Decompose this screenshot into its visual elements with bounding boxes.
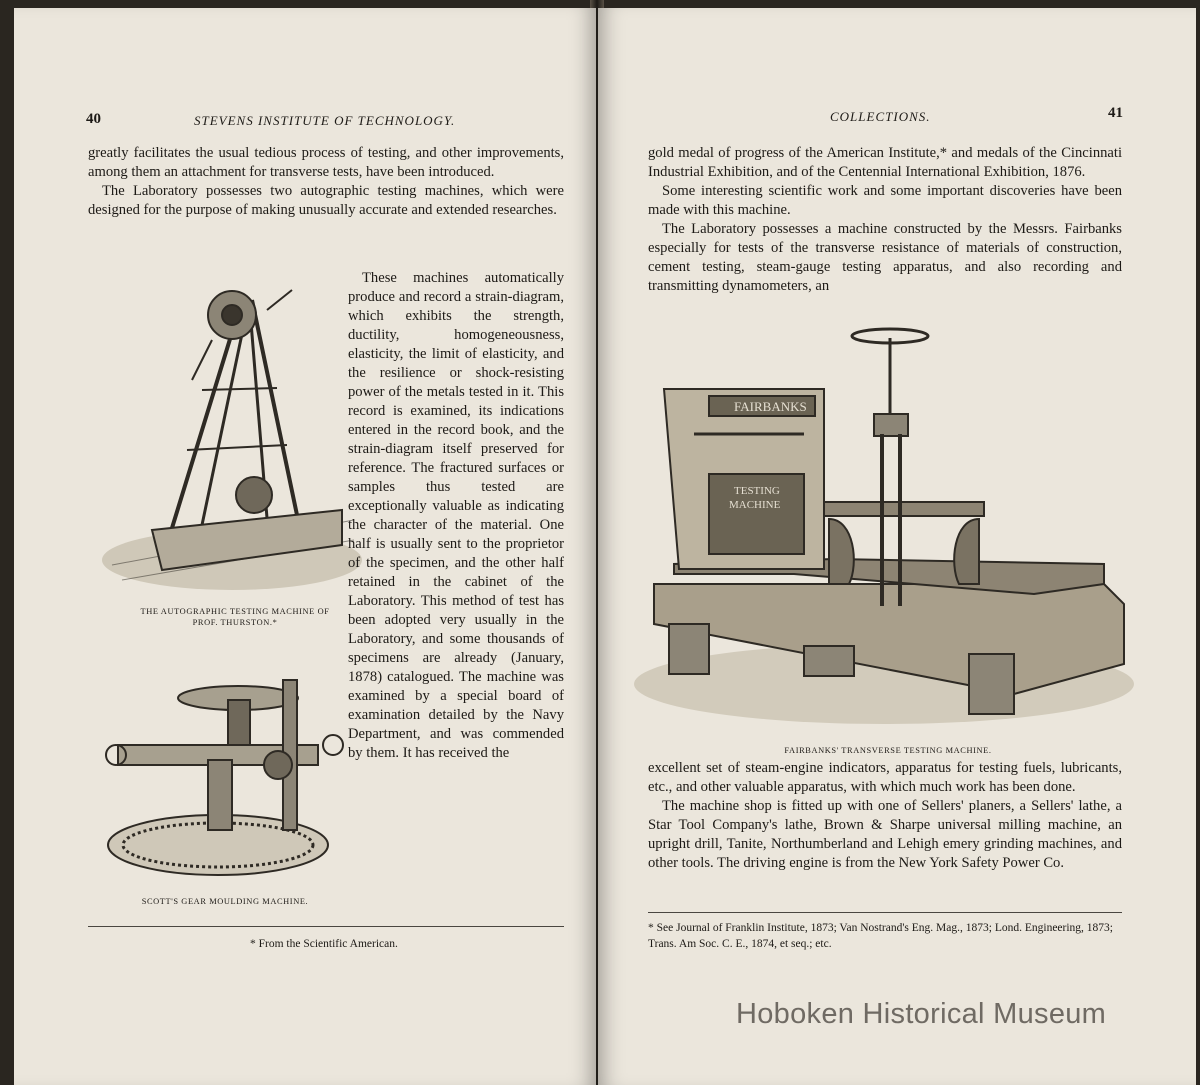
text-block [648,144,1122,296]
gear-moulding-machine-illustration [88,660,348,892]
text-block [648,759,1122,873]
top-paragraph [88,144,564,220]
figure-caption-line: THE AUTOGRAPHIC TESTING MACHINE OF [140,607,330,616]
paragraph: excellent set of steam-engine indicators, apparatus for testing fuels, lubricants, etc., and other valuable apparatus, with which much work has been done. [648,760,1122,795]
running-head: STEVENS INSTITUTE OF TECHNOLOGY. [194,113,456,128]
figure-caption [110,606,360,628]
museum-watermark: Hoboken Historical Museum [736,998,1107,1030]
fairbanks-testing-machine-illustration [634,324,1138,736]
running-head: COLLECTIONS. [830,109,931,124]
footnote-rule [648,912,1122,913]
paragraph: These machines automatically produce and record a strain-diagram, which exhibits the strength, ductility, homogeneousness, elasticity, the limit of elasticity, and the resilience or shock-resisting power of the metals tested in it. This record is examined, its indications entered in the record book, and the strain-diagram itself preserved for reference. The fractured surfaces or samples thus tested are exceptionally valuable as indicating the character of the material. One half is usually sent to the proprietor of the specimen, and the other half retained in the cabinet of the Laboratory. This method of test has been adopted very usually in the Laboratory, and some thousands of specimens are already (January, 1878) catalogued. The machine was examined by a special board of examination detailed by the Navy Department, and was commended by them. It has received the [348,270,564,761]
right-page [598,8,1196,1085]
testing-sign: TESTING [734,485,780,497]
figure-caption-line: PROF. THURSTON.* [192,618,278,627]
paragraph: The Laboratory possesses a machine constructed by the Messrs. Fairbanks especially for tests of the transverse resistance of materials of construction, cement testing, steam-gauge testing apparatus, and also recording and transmitting dynamometers, an [648,221,1122,294]
fairbanks-sign: FAIRBANKS [734,399,807,414]
text-column [348,269,564,763]
paragraph: greatly facilitates the usual tedious process of testing, and other improvements, among them an attachment for transverse tests, have been introduced. [88,145,564,180]
paragraph: gold medal of progress of the American Institute,* and medals of the Cincinnati Industrial Exhibition, and of the Centennial International Exhibition, 1876. [648,145,1122,180]
paragraph: Some interesting scientific work and some important discoveries have been made with this machine. [648,183,1122,218]
figure-caption: FAIRBANKS' TRANSVERSE TESTING MACHINE. [784,746,992,755]
figure-caption: SCOTT'S GEAR MOULDING MACHINE. [141,897,309,906]
paragraph: The machine shop is fitted up with one of Sellers' planers, a Sellers' lathe, a Star Tool Company's lathe, Brown & Sharpe universal milling machine, an upright drill, Tanite, Northumberland and Lehigh emery grinding machines, and other tools. The driving engine is from the New York Safety Power Co. [648,798,1122,871]
footnote: * See Journal of Franklin Institute, 1873; Van Nostrand's Eng. Mag., 1873; Lond. Engineering, 1873; Trans. Am Soc. C. E., 1874, et seq.; etc. [648,922,1113,950]
footnote: * From the Scientific American. [250,938,398,950]
page-number: 40 [86,111,101,127]
autographic-testing-machine-illustration [92,270,364,596]
paragraph: The Laboratory possesses two autographic testing machines, which were designed for the purpose of making unusually accurate and extended researches. [88,183,564,218]
page-number: 41 [1108,105,1123,121]
footnote-rule [88,926,564,927]
machine-sign: MACHINE [729,499,781,511]
left-page [14,8,596,1085]
